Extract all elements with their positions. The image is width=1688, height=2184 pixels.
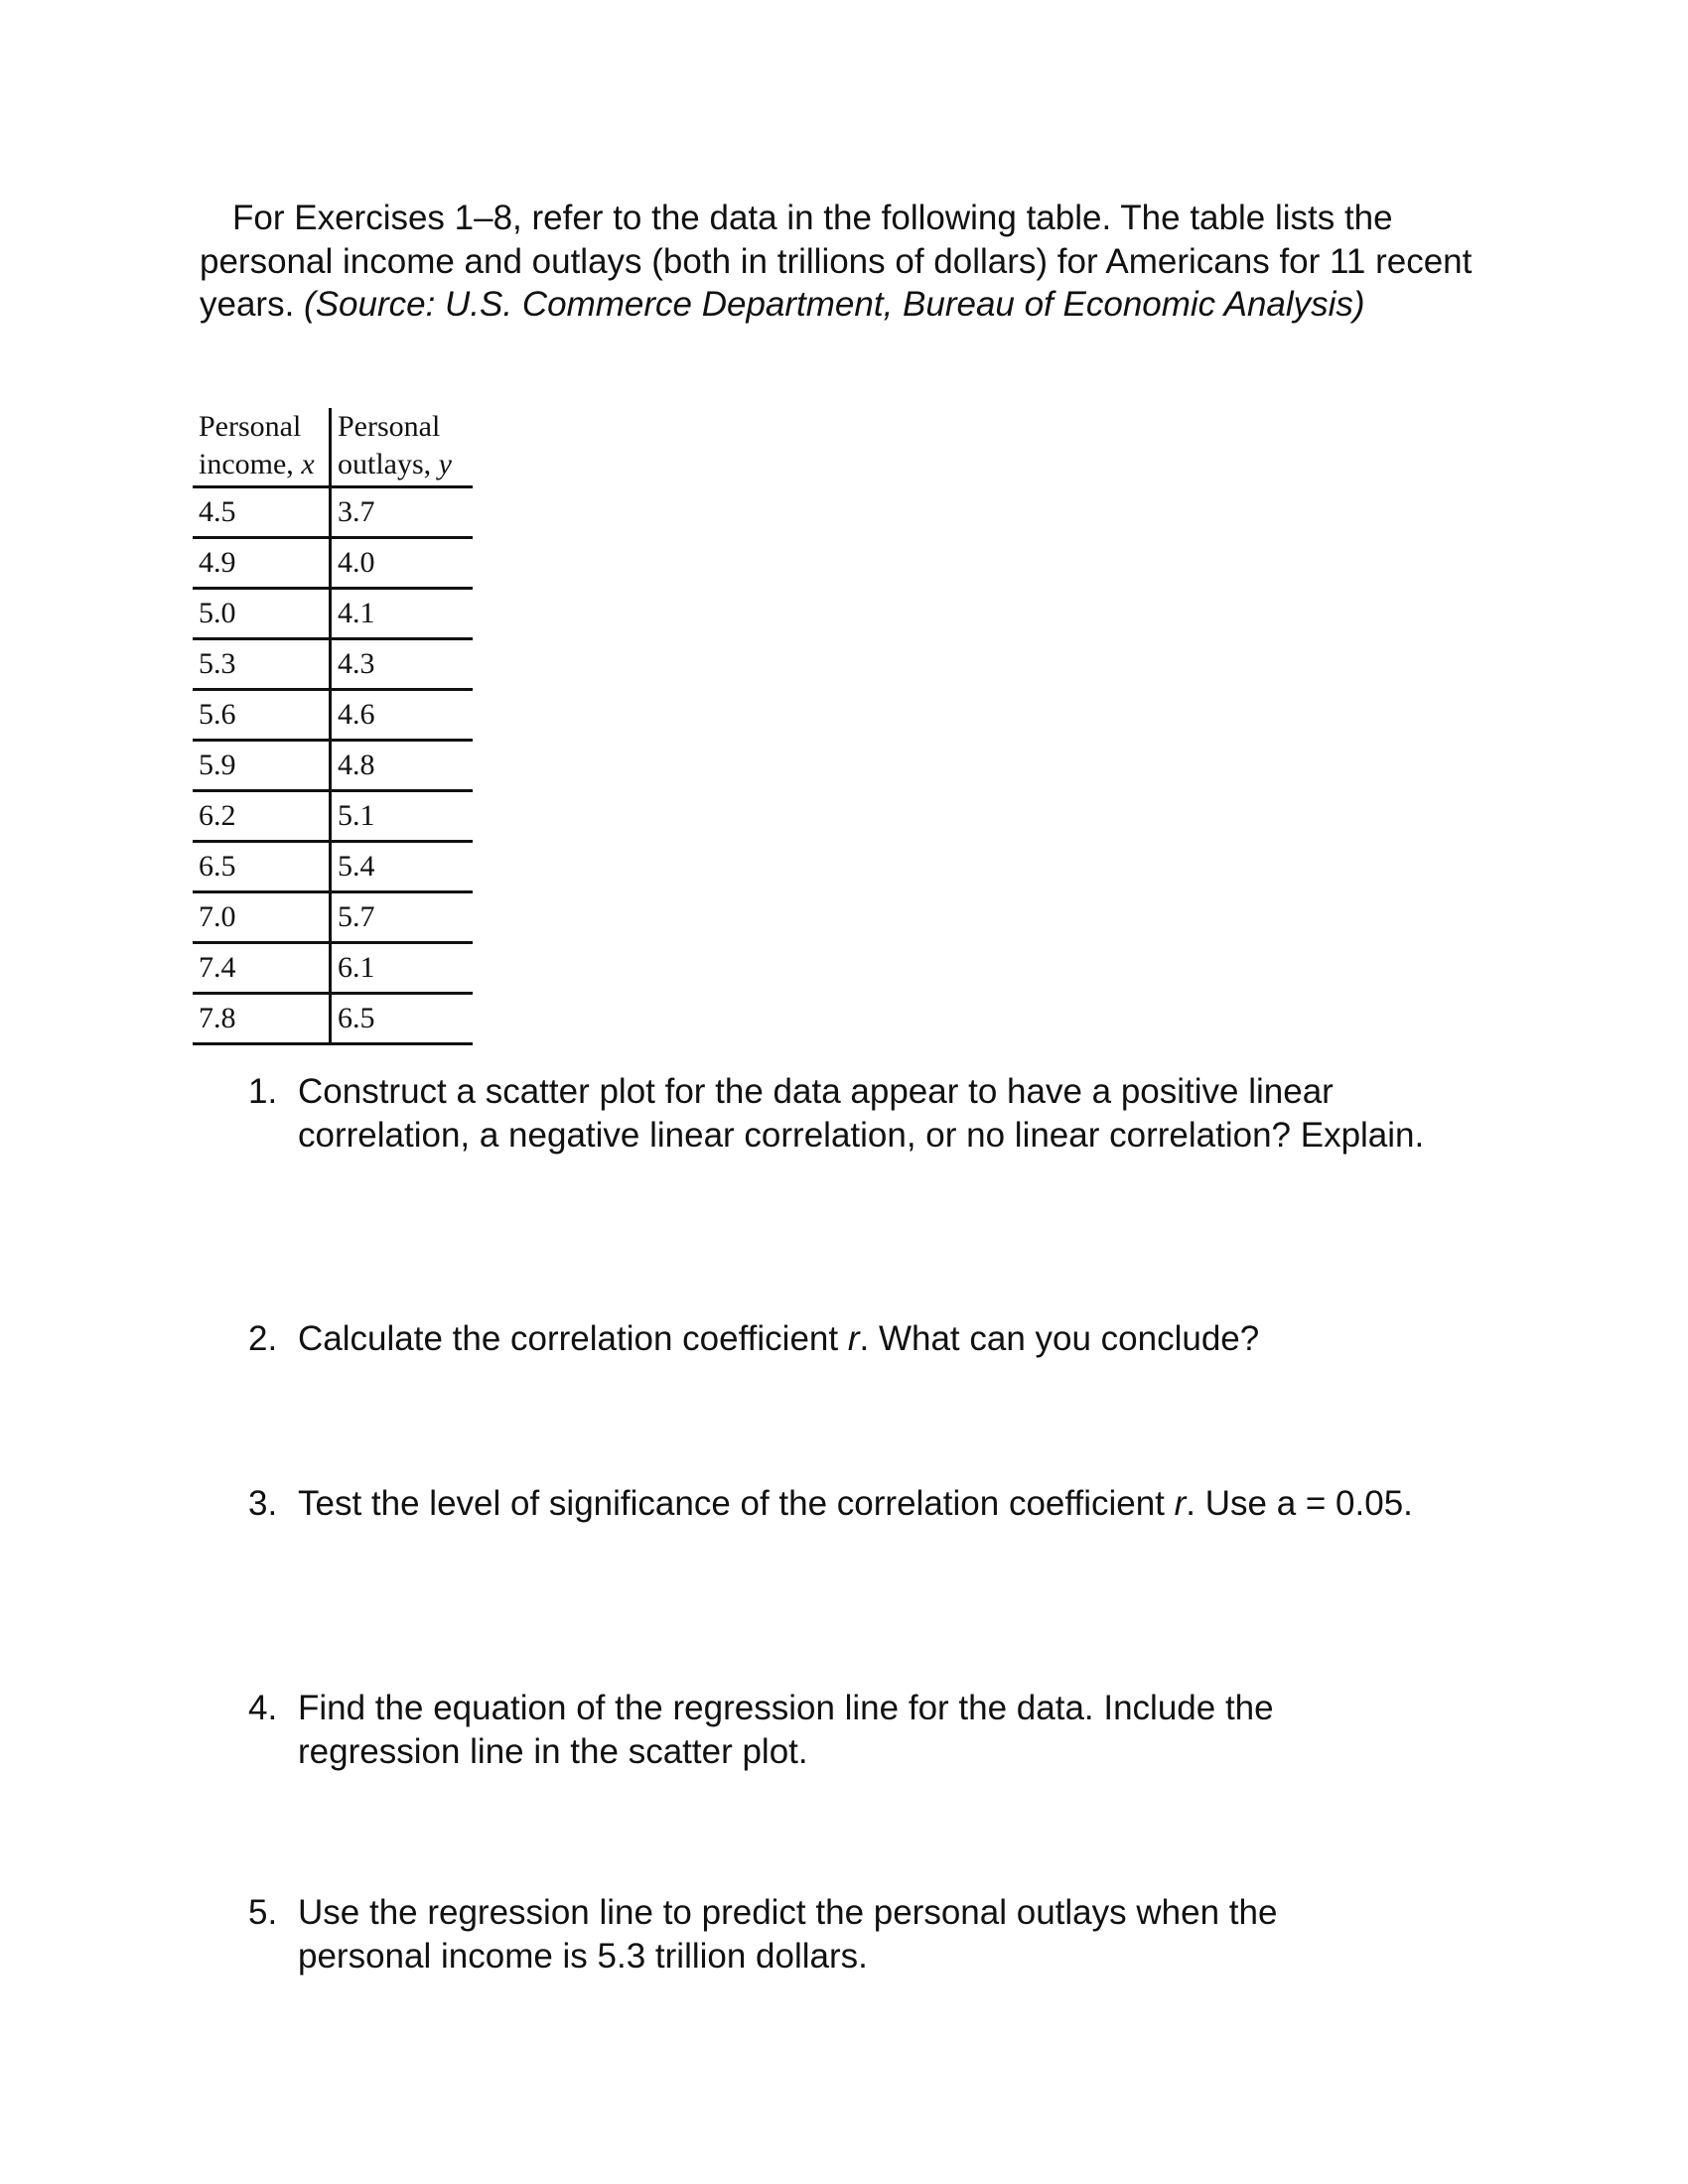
table-row (193, 741, 473, 791)
income-cell: 4.9 (193, 538, 331, 589)
intro-paragraph (200, 197, 1510, 327)
table-row (193, 791, 473, 842)
table-row (193, 487, 473, 538)
outlays-cell: 6.5 (331, 994, 474, 1044)
income-cell: 5.9 (193, 741, 331, 791)
table-row (193, 538, 473, 589)
outlays-cell: 5.4 (331, 842, 474, 892)
question-2: 2. Calculate the correlation coefficient r. What can you conclude? (248, 1319, 1260, 1358)
table-header-row (193, 408, 473, 487)
table-row (193, 639, 473, 690)
table-row (193, 690, 473, 741)
table-row (193, 943, 473, 994)
table-row (193, 842, 473, 892)
question-3: 3. Test the level of significance of the correlation coefficient r. Use a = 0.05. (248, 1484, 1413, 1523)
header-income: Personal income, x (193, 408, 331, 487)
data-table (193, 408, 473, 1045)
income-cell: 6.2 (193, 791, 331, 842)
income-cell: 7.8 (193, 994, 331, 1044)
outlays-cell: 4.3 (331, 639, 474, 690)
intro-text: For Exercises 1–8, refer to the data in the following table. The table lists the personal income and outlays (both in trillions of dollars) for Americans for 11 recent years. (200, 199, 1473, 324)
table-row (193, 892, 473, 943)
outlays-cell: 4.8 (331, 741, 474, 791)
income-cell: 6.5 (193, 842, 331, 892)
outlays-cell: 4.6 (331, 690, 474, 741)
income-cell: 5.6 (193, 690, 331, 741)
income-cell: 7.0 (193, 892, 331, 943)
table-row (193, 589, 473, 639)
intro-source: (Source: U.S. Commerce Department, Bureau of Economic Analysis) (304, 285, 1365, 324)
table-row (193, 994, 473, 1044)
income-cell: 7.4 (193, 943, 331, 994)
outlays-cell: 4.1 (331, 589, 474, 639)
question-1: 1. Construct a scatter plot for the data appear to have a positive linear correlation, a negative linear correlation, or no linear correlation? Explain. (248, 1072, 1425, 1155)
outlays-cell: 4.0 (331, 538, 474, 589)
question-5: 5. Use the regression line to predict the personal outlays when the personal income is 5.3 trillion dollars. (248, 1893, 1278, 1976)
outlays-cell: 5.7 (331, 892, 474, 943)
outlays-cell: 6.1 (331, 943, 474, 994)
outlays-cell: 5.1 (331, 791, 474, 842)
income-cell: 4.5 (193, 487, 331, 538)
income-cell: 5.3 (193, 639, 331, 690)
outlays-cell: 3.7 (331, 487, 474, 538)
income-cell: 5.0 (193, 589, 331, 639)
question-4: 4. Find the equation of the regression line for the data. Include the regression line in the scatter plot. (248, 1689, 1274, 1771)
header-outlays: Personal outlays, y (331, 408, 474, 487)
